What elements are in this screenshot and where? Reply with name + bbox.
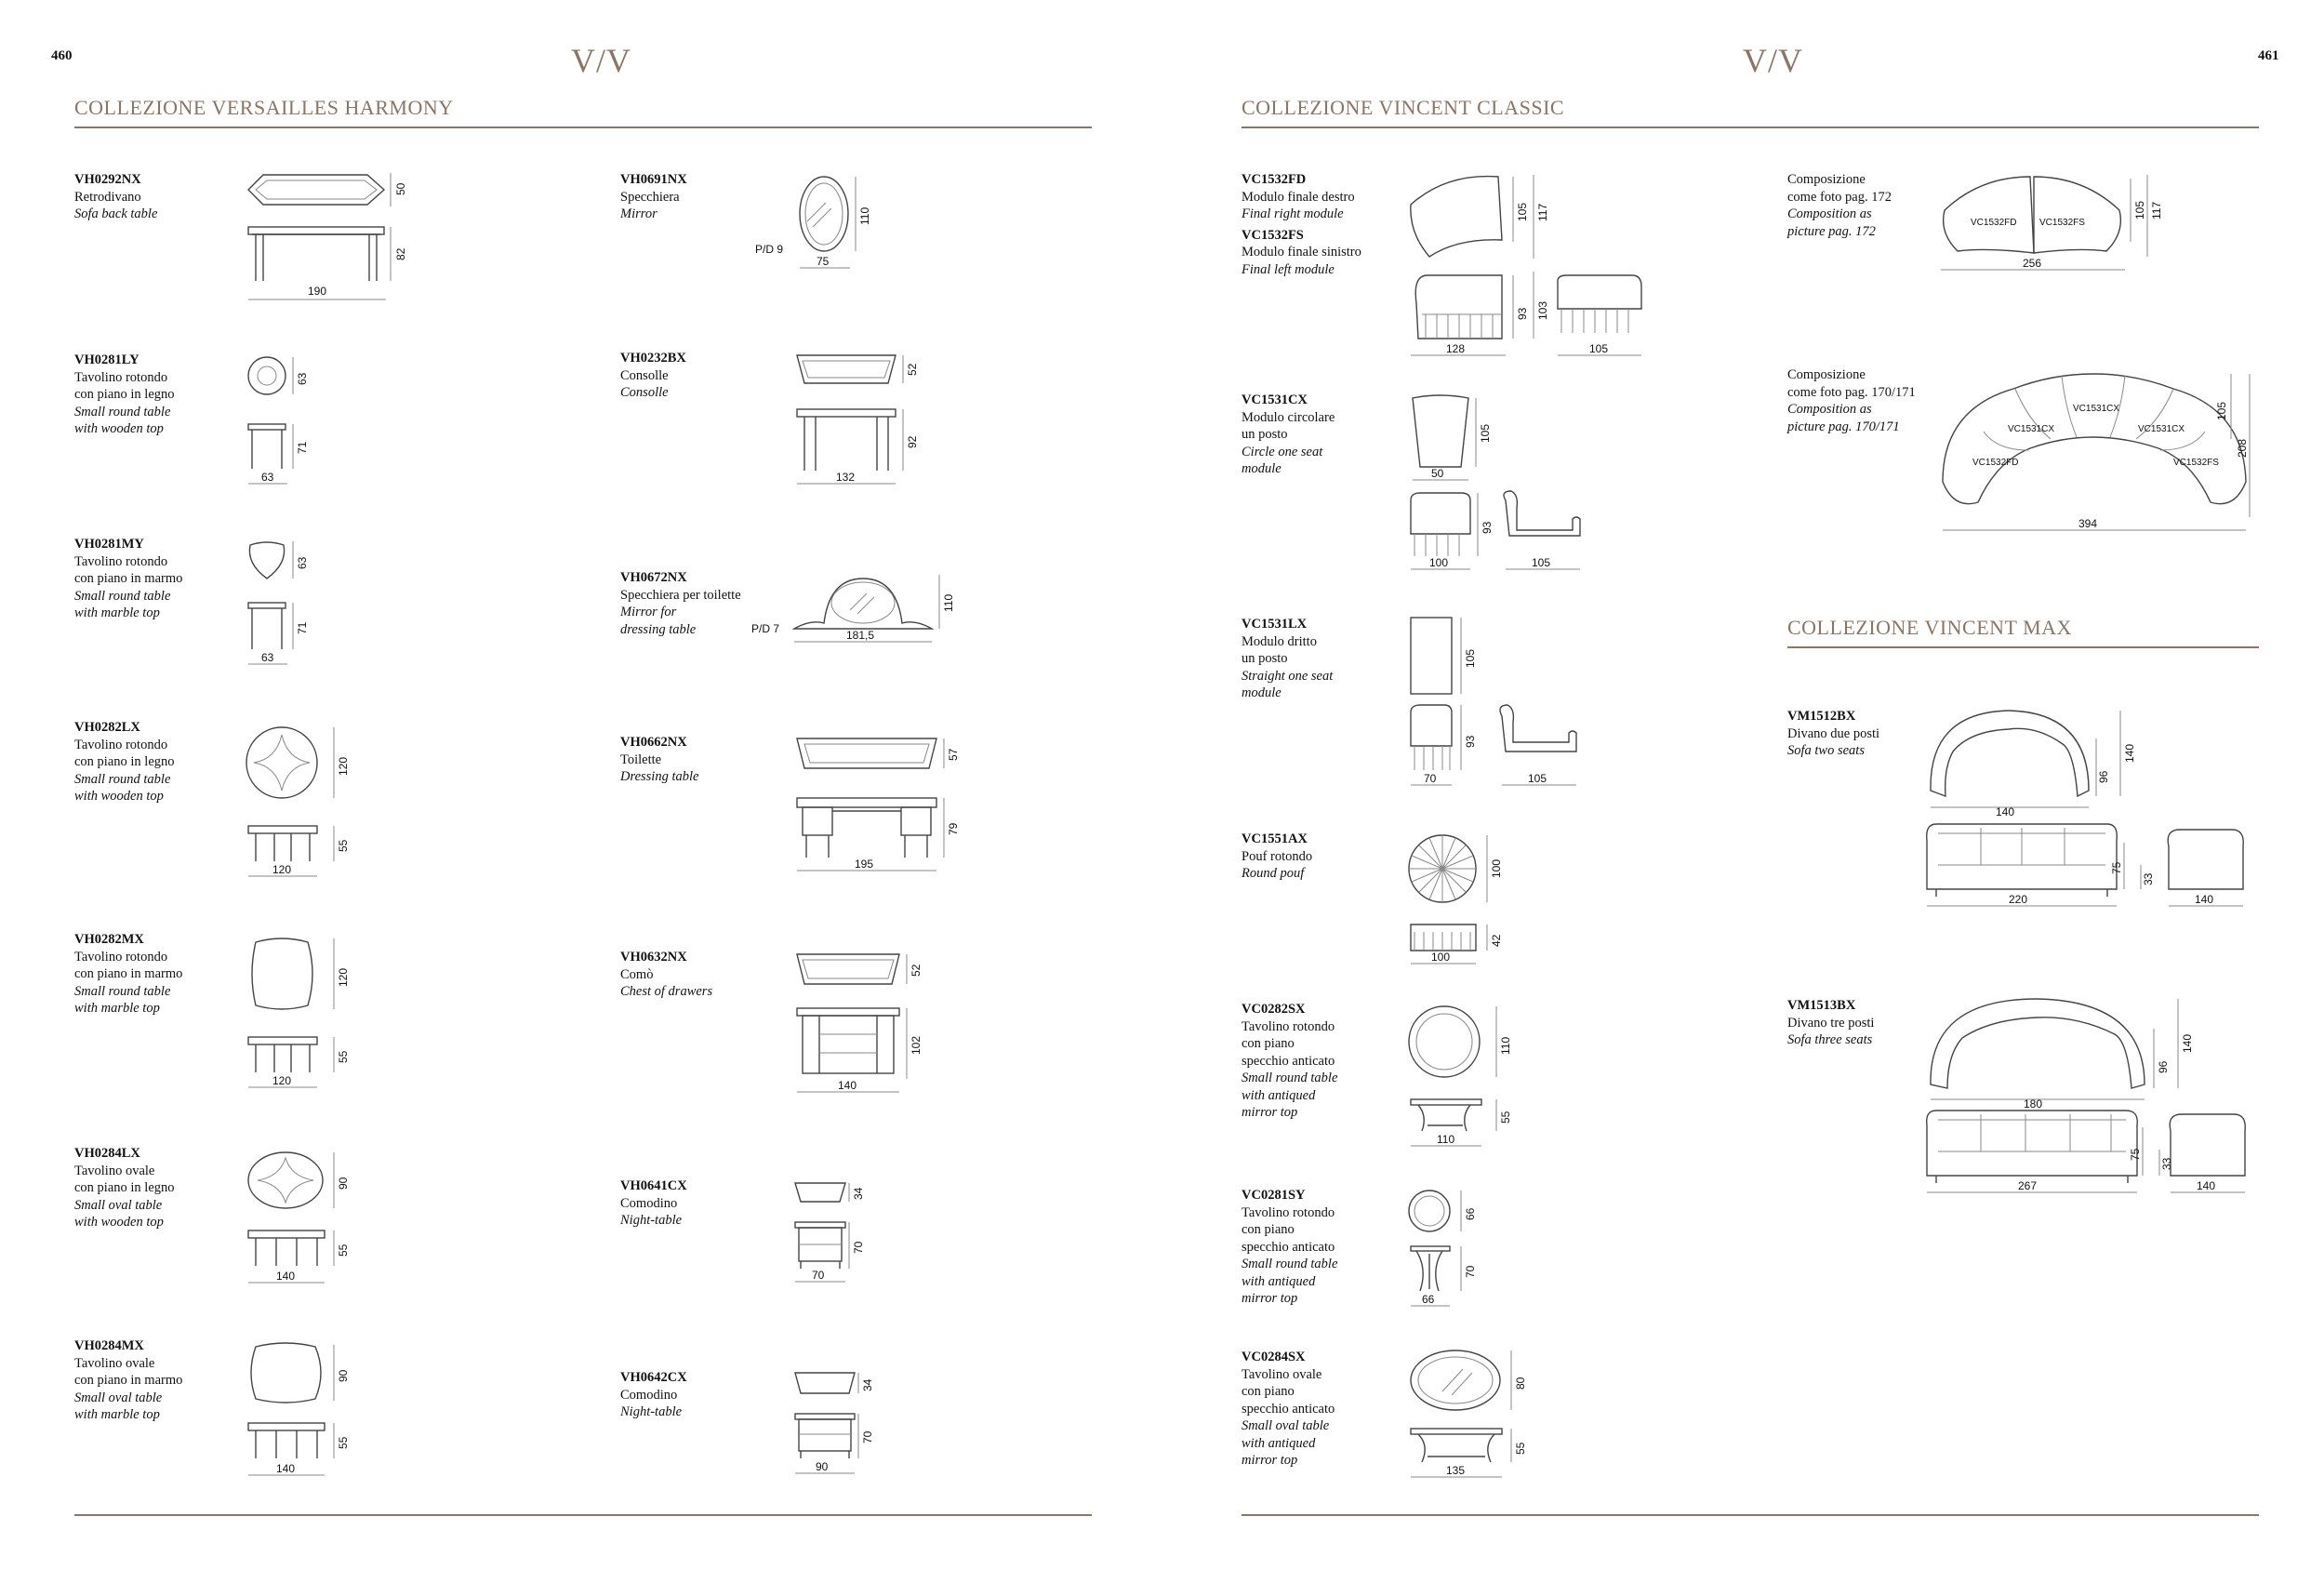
product-name-it: con piano in legno [74, 387, 175, 402]
product-code: VC1531CX [1242, 392, 1308, 407]
product-code: VH0282LX [74, 720, 140, 735]
dimension-label: 93 [1464, 735, 1477, 748]
product-name-it: Tavolino rotondo [74, 949, 168, 964]
product-name-en: Small round table [74, 983, 171, 999]
drawing-vh0284lx [246, 1147, 367, 1296]
dimension-label: 100 [1431, 951, 1451, 964]
product-name-it: Pouf rotondo [1242, 848, 1313, 864]
product-name-it: specchio anticato [1242, 1239, 1335, 1255]
dimension-label: 66 [1422, 1293, 1435, 1306]
dimension-label: 92 [906, 435, 919, 448]
product-code: VH0632NX [620, 950, 687, 964]
dimension-label: 55 [337, 1050, 350, 1063]
product-name-it: specchio anticato [1242, 1053, 1335, 1069]
dimension-label: 128 [1446, 342, 1466, 355]
product-vh0232bx [620, 350, 686, 402]
product-vh0691nx [620, 171, 687, 223]
drawing-vh0282mx [246, 933, 367, 1091]
dimension-label: 50 [1431, 467, 1444, 480]
product-name-en: with wooden top [74, 789, 164, 804]
dimension-label: 55 [1514, 1442, 1527, 1455]
product-vh0281ly [74, 352, 175, 438]
collection-title-vincent-max: COLLEZIONE VINCENT MAX [1787, 616, 2072, 639]
product-vh0632nx [620, 949, 712, 1001]
product-name-it: Toilette [620, 752, 662, 767]
dimension-label: 96 [2157, 1060, 2170, 1073]
product-code: VC1532FS [1242, 227, 1304, 243]
dimension-label: 267 [2018, 1179, 2038, 1192]
product-name-it: Modulo circolare [1242, 409, 1335, 425]
product-name-it: un posto [1242, 427, 1288, 442]
product-name-en: Chest of drawers [620, 984, 713, 999]
composition-170 [1787, 366, 1916, 435]
dimension-label: 63 [296, 556, 309, 569]
footer-divider [74, 1514, 1092, 1516]
product-name-en: Small oval table [1242, 1418, 1330, 1433]
dimension-label: 75 [2110, 861, 2123, 874]
dimension-label: 180 [2024, 1097, 2043, 1111]
depth-label: P/D 9 [755, 243, 784, 256]
product-name-en: with marble top [74, 605, 160, 620]
dimension-label: 70 [861, 1430, 874, 1443]
product-name-en: Sofa three seats [1787, 1032, 1873, 1047]
dimension-label: 63 [296, 372, 309, 385]
product-name-en: Final right module [1242, 206, 1344, 221]
dimension-label: 100 [1490, 858, 1503, 878]
product-vm1513bx [1787, 997, 1874, 1049]
dimension-label: 70 [852, 1241, 865, 1254]
product-name-it: Modulo finale sinistro [1242, 245, 1361, 259]
product-vh0284mx [74, 1337, 182, 1424]
product-name-en: Small round table [1242, 1071, 1338, 1085]
product-name-it: Tavolino ovale [1242, 1366, 1322, 1382]
product-name-it: Modulo finale destro [1242, 189, 1355, 205]
dimension-label: 52 [906, 363, 919, 376]
product-name-it: con piano in legno [74, 1180, 175, 1195]
drawing-vh0232bx [795, 353, 925, 493]
logo-right: V/V [1743, 42, 1803, 79]
dimension-label: 90 [816, 1460, 829, 1473]
product-name-en: module [1242, 461, 1282, 476]
product-name-it: con piano [1242, 1036, 1295, 1051]
dimension-label: 256 [2023, 257, 2042, 270]
composition-label: picture pag. 170/171 [1787, 419, 1900, 434]
product-name-en: Sofa two seats [1787, 743, 1865, 758]
product-name-it: Tavolino ovale [74, 1355, 155, 1371]
dimension-label: 105 [1528, 772, 1547, 785]
dimension-label: 52 [910, 964, 923, 977]
drawing-vh0284mx [246, 1339, 367, 1488]
dimension-label: 55 [1499, 1111, 1512, 1124]
product-code: VH0284MX [74, 1338, 144, 1353]
product-code: VH0292NX [74, 172, 141, 187]
dimension-label: 132 [836, 471, 856, 484]
dimension-label: 140 [2181, 1033, 2194, 1053]
dimension-label: 110 [858, 206, 871, 225]
drawing-vc0282sx [1409, 1004, 1530, 1153]
left-page-number: 460 [51, 48, 73, 63]
drawing-vc1551ax [1409, 831, 1521, 971]
product-name-en: Circle one seat [1242, 444, 1323, 459]
drawing-composition-170 [1939, 372, 2255, 539]
dimension-label: 105 [2215, 401, 2228, 420]
footer-divider [1242, 1514, 2259, 1516]
dimension-label: 34 [852, 1187, 865, 1200]
dimension-label: 120 [337, 967, 350, 987]
composition-172 [1787, 171, 1892, 240]
dimension-label: 110 [1437, 1133, 1455, 1146]
product-code: VH0641CX [620, 1178, 687, 1193]
dimension-label: 394 [2078, 517, 2098, 530]
dimension-label: 105 [1589, 342, 1609, 355]
product-code: VH0232BX [620, 351, 686, 366]
dimension-label: 120 [272, 1074, 292, 1087]
product-name-it: Comodino [620, 1387, 678, 1403]
dimension-label: 71 [296, 441, 309, 454]
product-name-it: con piano [1242, 1222, 1295, 1237]
dimension-label: 57 [947, 748, 960, 761]
product-name-it: Tavolino rotondo [1242, 1204, 1335, 1220]
module-label: VC1531CX [2008, 424, 2055, 434]
drawing-vh0282lx [246, 722, 367, 880]
dimension-label: 90 [337, 1369, 350, 1382]
dimension-label: 34 [861, 1378, 874, 1391]
product-vc1531cx [1242, 392, 1335, 478]
dimension-label: 50 [394, 182, 407, 195]
product-name-en: module [1242, 685, 1282, 700]
product-name-it: un posto [1242, 651, 1288, 666]
product-name-en: Straight one seat [1242, 668, 1334, 684]
product-vh0282lx [74, 719, 175, 805]
product-vh0284lx [74, 1145, 175, 1231]
drawing-vh0281ly [246, 353, 321, 493]
product-code: VH0691NX [620, 172, 687, 187]
dimension-label: 181,5 [846, 629, 875, 642]
product-code: VH0672NX [620, 570, 687, 585]
product-name-en: Dressing table [620, 769, 699, 784]
product-name-en: mirror top [1242, 1105, 1298, 1120]
dimension-label: 90 [337, 1177, 350, 1190]
dimension-label: 105 [1532, 556, 1551, 569]
dimension-label: 103 [1536, 300, 1549, 320]
product-vc1531lx [1242, 616, 1333, 702]
drawing-vh0292nx [246, 167, 414, 307]
module-label: VC1532FS [2039, 218, 2085, 228]
product-name-en: mirror top [1242, 1291, 1298, 1306]
dimension-label: 70 [1424, 772, 1437, 785]
composition-label: come foto pag. 172 [1787, 189, 1892, 205]
logo-left: V/V [571, 42, 631, 79]
product-vh0281my [74, 536, 182, 622]
product-name-en: with antiqued [1242, 1435, 1316, 1451]
dimension-label: 105 [2133, 200, 2146, 219]
product-code: VH0281MY [74, 537, 144, 552]
dimension-label: 140 [276, 1270, 296, 1283]
composition-label: picture pag. 172 [1787, 223, 1876, 239]
product-vh0292nx [74, 171, 157, 223]
product-name-en: with antiqued [1242, 1087, 1316, 1103]
dimension-label: 140 [276, 1462, 296, 1475]
dimension-label: 63 [261, 471, 274, 484]
product-name-it: Consolle [620, 367, 669, 383]
product-name-en: Small round table [74, 588, 171, 604]
product-name-en: Small round table [1242, 1257, 1338, 1271]
dimension-label: 140 [2195, 893, 2214, 906]
product-code: VH0282MX [74, 932, 144, 947]
product-name-it: specchio anticato [1242, 1401, 1335, 1417]
dimension-label: 63 [261, 651, 274, 664]
product-name-en: Consolle [620, 385, 669, 400]
dimension-label: 71 [296, 621, 309, 634]
product-vh0282mx [74, 931, 182, 1018]
product-name-en: with wooden top [74, 421, 164, 436]
drawing-vh0662nx [795, 737, 963, 876]
product-name-it: Comodino [620, 1195, 678, 1211]
product-name-it: Divano due posti [1787, 725, 1880, 741]
dimension-label: 105 [1464, 648, 1477, 668]
dimension-label: 33 [2160, 1157, 2173, 1170]
right-page-number: 461 [2258, 48, 2279, 63]
dimension-label: 75 [2129, 1148, 2142, 1161]
module-label: VC1532FS [2173, 458, 2219, 468]
product-code: VC1551AX [1242, 831, 1308, 846]
drawing-vc0281sy [1409, 1189, 1493, 1319]
product-name-it: Comò [620, 966, 654, 982]
dimension-label: 80 [1514, 1377, 1527, 1390]
dimension-label: 140 [2197, 1179, 2216, 1192]
product-name-en: dressing table [620, 621, 697, 637]
product-code: VH0284LX [74, 1146, 140, 1161]
product-code: VH0281LY [74, 353, 139, 367]
product-vh0641cx [620, 1177, 687, 1230]
dimension-label: 100 [1429, 556, 1449, 569]
module-label: VC1532FD [1972, 458, 2019, 468]
drawing-vh0632nx [795, 952, 935, 1101]
dimension-label: 140 [838, 1079, 857, 1092]
product-name-en: with wooden top [74, 1215, 164, 1230]
dimension-label: 135 [1446, 1464, 1466, 1477]
product-code: VC1531LX [1242, 617, 1308, 632]
product-name-it: con piano in marmo [74, 571, 183, 586]
composition-label: Composizione [1787, 172, 1866, 187]
product-name-it: con piano in marmo [74, 1373, 183, 1388]
drawing-vm1512bx [1925, 707, 2260, 911]
product-name-it: Specchiera [620, 189, 680, 205]
composition-label: Composition as [1787, 402, 1872, 417]
product-name-en: Small round table [74, 771, 171, 787]
dimension-label: 117 [2150, 201, 2163, 219]
dimension-label: 102 [910, 1035, 923, 1055]
dimension-label: 75 [817, 255, 830, 268]
product-code: VC0282SX [1242, 1002, 1306, 1017]
drawing-composition-172 [1939, 173, 2163, 275]
product-name-it: Tavolino rotondo [74, 369, 168, 385]
dimension-label: 55 [337, 1244, 350, 1257]
product-name-it: Specchiera per toilette [620, 587, 741, 603]
product-name-en: Mirror for [620, 605, 677, 619]
module-label: VC1532FD [1971, 218, 2017, 228]
drawing-vc1531cx [1409, 394, 1632, 580]
dimension-label: 42 [1490, 934, 1503, 947]
dimension-label: 70 [812, 1269, 825, 1282]
product-vh0642cx [620, 1369, 687, 1421]
product-name-en: with marble top [74, 1407, 160, 1422]
drawing-vm1513bx [1925, 995, 2260, 1200]
product-name-it: Modulo dritto [1242, 633, 1317, 649]
collection-title-versailles: COLLEZIONE VERSAILLES HARMONY [74, 96, 454, 119]
product-code: VC0284SX [1242, 1350, 1306, 1364]
product-vc1532fd [1242, 171, 1361, 278]
dimension-label: 208 [2236, 438, 2249, 458]
dimension-label: 117 [1536, 203, 1549, 221]
drawing-vh0281my [246, 538, 321, 677]
product-vc1551ax [1242, 831, 1312, 883]
dimension-label: 93 [1481, 521, 1494, 534]
product-vh0662nx [620, 734, 698, 786]
divider [1787, 646, 2259, 648]
product-vh0672nx [620, 569, 741, 638]
dimension-label: 66 [1464, 1207, 1477, 1220]
collection-title-vincent-classic: COLLEZIONE VINCENT CLASSIC [1242, 96, 1565, 119]
dimension-label: 93 [1516, 307, 1529, 320]
composition-label: Composition as [1787, 206, 1872, 221]
product-name-en: Night-table [620, 1404, 683, 1419]
dimension-label: 140 [2123, 743, 2136, 763]
divider [1242, 126, 2259, 128]
product-vc0282sx [1242, 1001, 1337, 1122]
product-name-en: Small round table [74, 404, 171, 419]
dimension-label: 140 [1996, 805, 2015, 818]
product-name-en: mirror top [1242, 1453, 1298, 1468]
dimension-label: 55 [337, 839, 350, 852]
product-name-en: with marble top [74, 1001, 160, 1016]
drawing-vc1531lx [1409, 616, 1595, 802]
product-name-en: Final left module [1242, 261, 1335, 277]
module-label: VC1531CX [2073, 404, 2120, 414]
product-name-en: Night-table [620, 1213, 683, 1228]
product-code: VH0642CX [620, 1370, 687, 1385]
dimension-label: 79 [947, 822, 960, 835]
dimension-label: 220 [2009, 893, 2028, 906]
product-code: VC1532FD [1242, 172, 1307, 187]
composition-label: Composizione [1787, 367, 1866, 382]
dimension-label: 105 [1479, 423, 1492, 443]
product-name-it: Divano tre posti [1787, 1015, 1875, 1031]
dimension-label: 190 [308, 285, 327, 298]
product-name-it: Tavolino ovale [74, 1163, 155, 1178]
composition-label: come foto pag. 170/171 [1787, 384, 1916, 400]
product-name-en: Small oval table [74, 1390, 163, 1405]
product-name-it: con piano [1242, 1384, 1295, 1399]
product-name-it: con piano in legno [74, 754, 175, 769]
drawing-vc0284sx [1409, 1349, 1548, 1488]
dimension-label: 33 [2142, 872, 2155, 885]
product-name-it: con piano in marmo [74, 966, 183, 981]
product-name-it: Tavolino rotondo [1242, 1018, 1335, 1034]
product-name-en: Sofa back table [74, 206, 158, 221]
divider [74, 126, 1092, 128]
product-name-it: Retrodivano [74, 189, 141, 205]
dimension-label: 110 [942, 593, 955, 612]
product-code: VM1513BX [1787, 998, 1856, 1013]
product-vm1512bx [1787, 708, 1879, 760]
module-label: VC1531CX [2138, 424, 2185, 434]
dimension-label: 110 [1499, 1036, 1512, 1055]
product-name-en: with antiqued [1242, 1273, 1316, 1289]
product-code: VC0281SY [1242, 1188, 1306, 1203]
product-name-en: Small oval table [74, 1197, 163, 1213]
product-vc0281sy [1242, 1187, 1337, 1308]
drawing-vh0641cx [793, 1181, 868, 1293]
product-name-en: Round pouf [1242, 866, 1305, 881]
product-name-it: Tavolino rotondo [74, 737, 168, 752]
dimension-label: 96 [2097, 770, 2110, 783]
product-code: VM1512BX [1787, 709, 1856, 724]
product-name-en: Mirror [620, 206, 657, 221]
dimension-label: 120 [272, 863, 292, 876]
drawing-vh0642cx [793, 1371, 877, 1483]
product-vc0284sx [1242, 1349, 1335, 1470]
product-code: VH0662NX [620, 735, 687, 750]
dimension-label: 70 [1464, 1265, 1477, 1278]
dimension-label: 195 [855, 858, 874, 871]
drawing-vc1532fd [1409, 173, 1651, 359]
drawing-vh0691nx [798, 175, 891, 277]
dimension-label: 105 [1516, 202, 1529, 221]
product-name-it: Tavolino rotondo [74, 553, 168, 569]
dimension-label: 120 [337, 756, 350, 776]
drawing-vh0672nx [792, 573, 955, 647]
dimension-label: 55 [337, 1436, 350, 1449]
dimension-label: 82 [394, 247, 407, 260]
depth-label: P/D 7 [751, 622, 780, 635]
